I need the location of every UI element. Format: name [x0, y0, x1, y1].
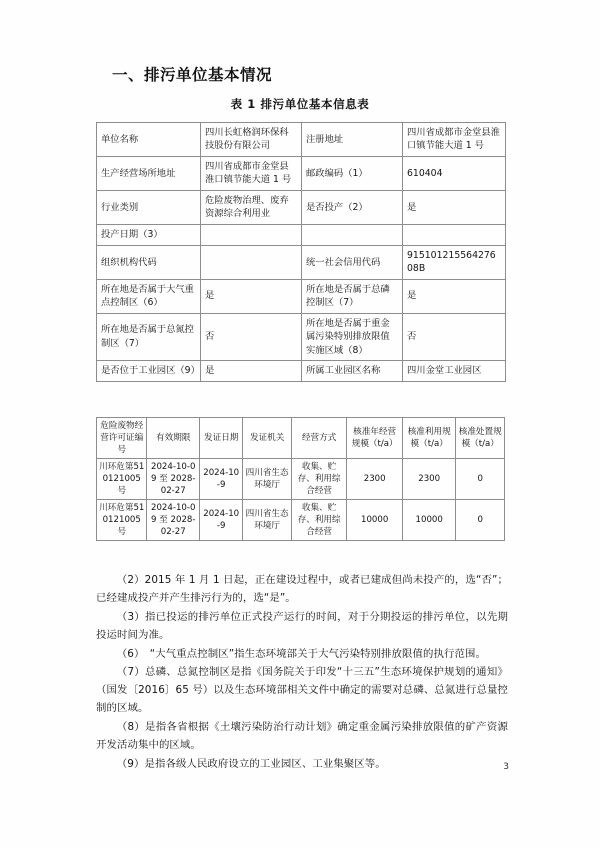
field-label: 组织机构代码 [97, 245, 201, 279]
field-value: 四川金堂工业园区 [403, 361, 506, 382]
section-heading: 一、排污单位基本情况 [112, 66, 273, 84]
field-value: 四川省成都市金堂县淮口镇节能大道 1 号 [403, 123, 506, 157]
field-label: 生产经营场所地址 [97, 156, 201, 190]
footnote-item: （8）是指各省根据《土壤污染防治行动计划》确定重金属污染排放限值的矿产资源开发活动集中的区域。 [96, 721, 508, 752]
column-header-disposal-scale: 核准处置规模（t/a） [456, 418, 505, 459]
footnote-item: （2）2015 年 1 月 1 日起，正在建设过程中，或者已建成但尚未投产的，选“否”；已经建成投产并产生排污行为的，选“是”。 [96, 574, 508, 604]
table-row [97, 361, 506, 382]
footnote-item: （7）总磷、总氮控制区是指《国务院关于印发“十三五”生态环境保护规划的通知》（国发〔2016〕65 号）以及生态环境部相关文件中确定的需要对总磷、总氮进行总量控制的区域。 [96, 666, 508, 715]
column-header-valid-period: 有效期限 [147, 418, 200, 459]
field-label: 单位名称 [97, 123, 201, 157]
field-value [403, 224, 506, 245]
cell-valid-period: 2024-10-09 至 2028-02-27 [147, 459, 200, 500]
cell-issuing-org: 四川省生态环境厅 [243, 459, 291, 500]
field-value: 四川省成都市金堂县淮口镇节能大道 1 号 [201, 156, 302, 190]
footnotes-section [96, 572, 508, 775]
field-label: 行业类别 [97, 190, 201, 224]
field-value: 否 [201, 313, 302, 360]
field-label: 所属工业园区名称 [302, 361, 403, 382]
field-value: 危险废物治理、废弃资源综合利用业 [201, 190, 302, 224]
column-header-issue-date: 发证日期 [199, 418, 242, 459]
column-header-annual-scale: 核准年经营规模（t/a） [347, 418, 403, 459]
table2-head [97, 418, 505, 459]
table-row [97, 459, 505, 500]
cell-annual-scale: 10000 [347, 500, 403, 541]
field-label: 是否投产（2） [302, 190, 403, 224]
cell-issuing-org: 四川省生态环境厅 [243, 500, 291, 541]
field-label: 所在地是否属于重金属污染特别排放限值实施区域（8） [302, 313, 403, 360]
table-row [97, 313, 506, 360]
field-value: 是 [403, 190, 506, 224]
cell-utilization-scale: 10000 [402, 500, 456, 541]
cell-issue-date: 2024-10-9 [199, 500, 242, 541]
field-value [201, 245, 302, 279]
table2-container [96, 417, 505, 541]
page-number: 3 [503, 762, 509, 772]
field-value: 610404 [403, 156, 506, 190]
field-value: 四川长虹格润环保科技股份有限公司 [201, 123, 302, 157]
table-header-row [97, 418, 505, 459]
table1-body [97, 123, 506, 382]
table2-body [97, 459, 505, 541]
field-label: 投产日期（3） [97, 224, 201, 245]
field-label: 所在地是否属于总氮控制区（7） [97, 313, 201, 360]
table1-container [96, 122, 505, 382]
field-value: 是 [201, 279, 302, 313]
column-header-operation-mode: 经营方式 [291, 418, 347, 459]
cell-permit-no: 川环危第510121005 号 [97, 500, 147, 541]
cell-issue-date: 2024-10-9 [199, 459, 242, 500]
field-label: 是否位于工业园区（9） [97, 361, 201, 382]
column-header-permit-no: 危险废物经营许可证编号 [97, 418, 147, 459]
table-row [97, 500, 505, 541]
field-value: 是 [201, 361, 302, 382]
footnote-item: （9）是指各级人民政府设立的工业园区、工业集聚区等。 [116, 757, 386, 770]
basic-info-table [96, 122, 506, 382]
cell-valid-period: 2024-10-09 至 2028-02-27 [147, 500, 200, 541]
cell-annual-scale: 2300 [347, 459, 403, 500]
cell-operation-mode: 收集、贮存、利用综合经营 [291, 500, 347, 541]
table-row [97, 279, 506, 313]
field-value: 否 [403, 313, 506, 360]
field-value: 是 [403, 279, 506, 313]
table1-caption: 表 1 排污单位基本信息表 [230, 97, 370, 111]
table-row [97, 224, 506, 245]
field-label: 所在地是否属于总磷控制区（7） [302, 279, 403, 313]
field-label [302, 224, 403, 245]
field-label: 所在地是否属于大气重点控制区（6） [97, 279, 201, 313]
hazardous-waste-permit-table [96, 417, 505, 541]
footnote-item: （3）指已投运的排污单位正式投产运行的时间，对于分期投运的排污单位，以先期投运时间为准。 [96, 610, 508, 641]
cell-operation-mode: 收集、贮存、利用综合经营 [291, 459, 347, 500]
field-label: 注册地址 [302, 123, 403, 157]
table-row [97, 245, 506, 279]
cell-utilization-scale: 2300 [402, 459, 456, 500]
field-label: 邮政编码（1） [302, 156, 403, 190]
cell-permit-no: 川环危第510121005 号 [97, 459, 147, 500]
table-row [97, 123, 506, 157]
field-label: 统一社会信用代码 [302, 245, 403, 279]
table-row [97, 190, 506, 224]
footnote-item: （6） “大气重点控制区”指生态环境部关于大气污染特别排放限值的执行范围。 [116, 647, 486, 660]
cell-disposal-scale: 0 [456, 459, 505, 500]
field-value: 91510121556427608B [403, 245, 506, 279]
column-header-utilization-scale: 核准利用规模（t/a） [402, 418, 456, 459]
cell-disposal-scale: 0 [456, 500, 505, 541]
field-value [201, 224, 302, 245]
column-header-issuing-org: 发证机关 [243, 418, 291, 459]
table-row [97, 156, 506, 190]
